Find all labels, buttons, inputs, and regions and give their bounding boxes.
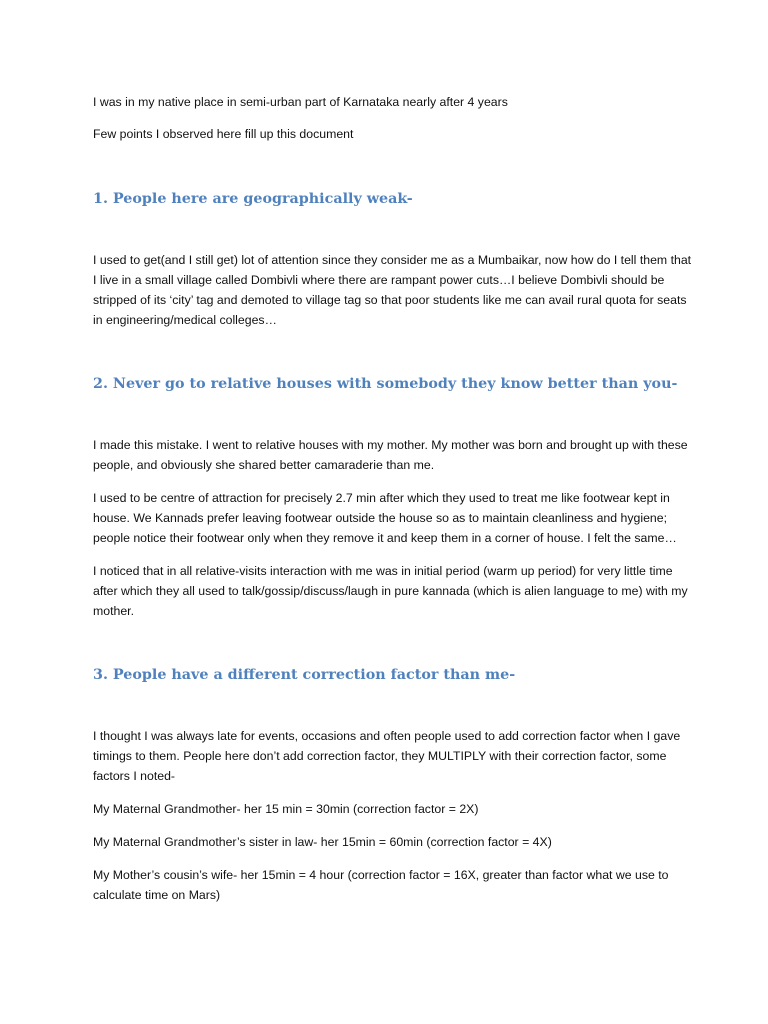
body-paragraph: I made this mistake. I went to relative houses with my mother. My mother was born and brought up with these people, and obviously she shared better camaraderie than me. [93, 438, 688, 472]
body-paragraph: My Maternal Grandmother’s sister in law- her 15min = 60min (correction factor = 4X) [93, 835, 552, 849]
section-heading: 1. People here are geographically weak- [93, 191, 413, 207]
body-paragraph: My Mother’s cousin’s wife- her 15min = 4 hour (correction factor = 16X, greater than factor what we use to calculate time on Mars) [93, 868, 669, 902]
body-paragraph: My Maternal Grandmother- her 15 min = 30min (correction factor = 2X) [93, 802, 479, 816]
body-paragraph: I noticed that in all relative-visits interaction with me was in initial period (warm up period) for very little time after which they all used to talk/gossip/discuss/laugh in pure kannada (which is alien language to me) with my mother. [93, 564, 688, 618]
section-heading: 3. People have a different correction factor than me- [93, 667, 516, 683]
intro-paragraph: Few points I observed here fill up this document [93, 127, 354, 141]
intro-paragraph: I was in my native place in semi-urban part of Karnataka nearly after 4 years [93, 95, 508, 109]
section-heading: 2. Never go to relative houses with somebody they know better than you- [93, 376, 678, 392]
body-paragraph: I used to be centre of attraction for precisely 2.7 min after which they used to treat me like footwear kept in house. We Kannads prefer leaving footwear outside the house so as to maintain cleanliness and hygiene; people notice their footwear only when they remove it and keep them in a corner of house. I felt the same… [93, 491, 677, 545]
body-paragraph: I used to get(and I still get) lot of attention since they consider me as a Mumbaikar, now how do I tell them that I live in a small village called Dombivli where there are rampant power cuts…I believe Dombivli should be stripped of its ‘city’ tag and demoted to village tag so that poor students like me can avail rural quota for seats in engineering/medical colleges… [93, 253, 692, 327]
body-paragraph: I thought I was always late for events, occasions and often people used to add correction factor when I gave timings to them. People here don’t add correction factor, they MULTIPLY with their correction factor, some factors I noted- [93, 729, 681, 783]
document-body [93, 92, 693, 918]
